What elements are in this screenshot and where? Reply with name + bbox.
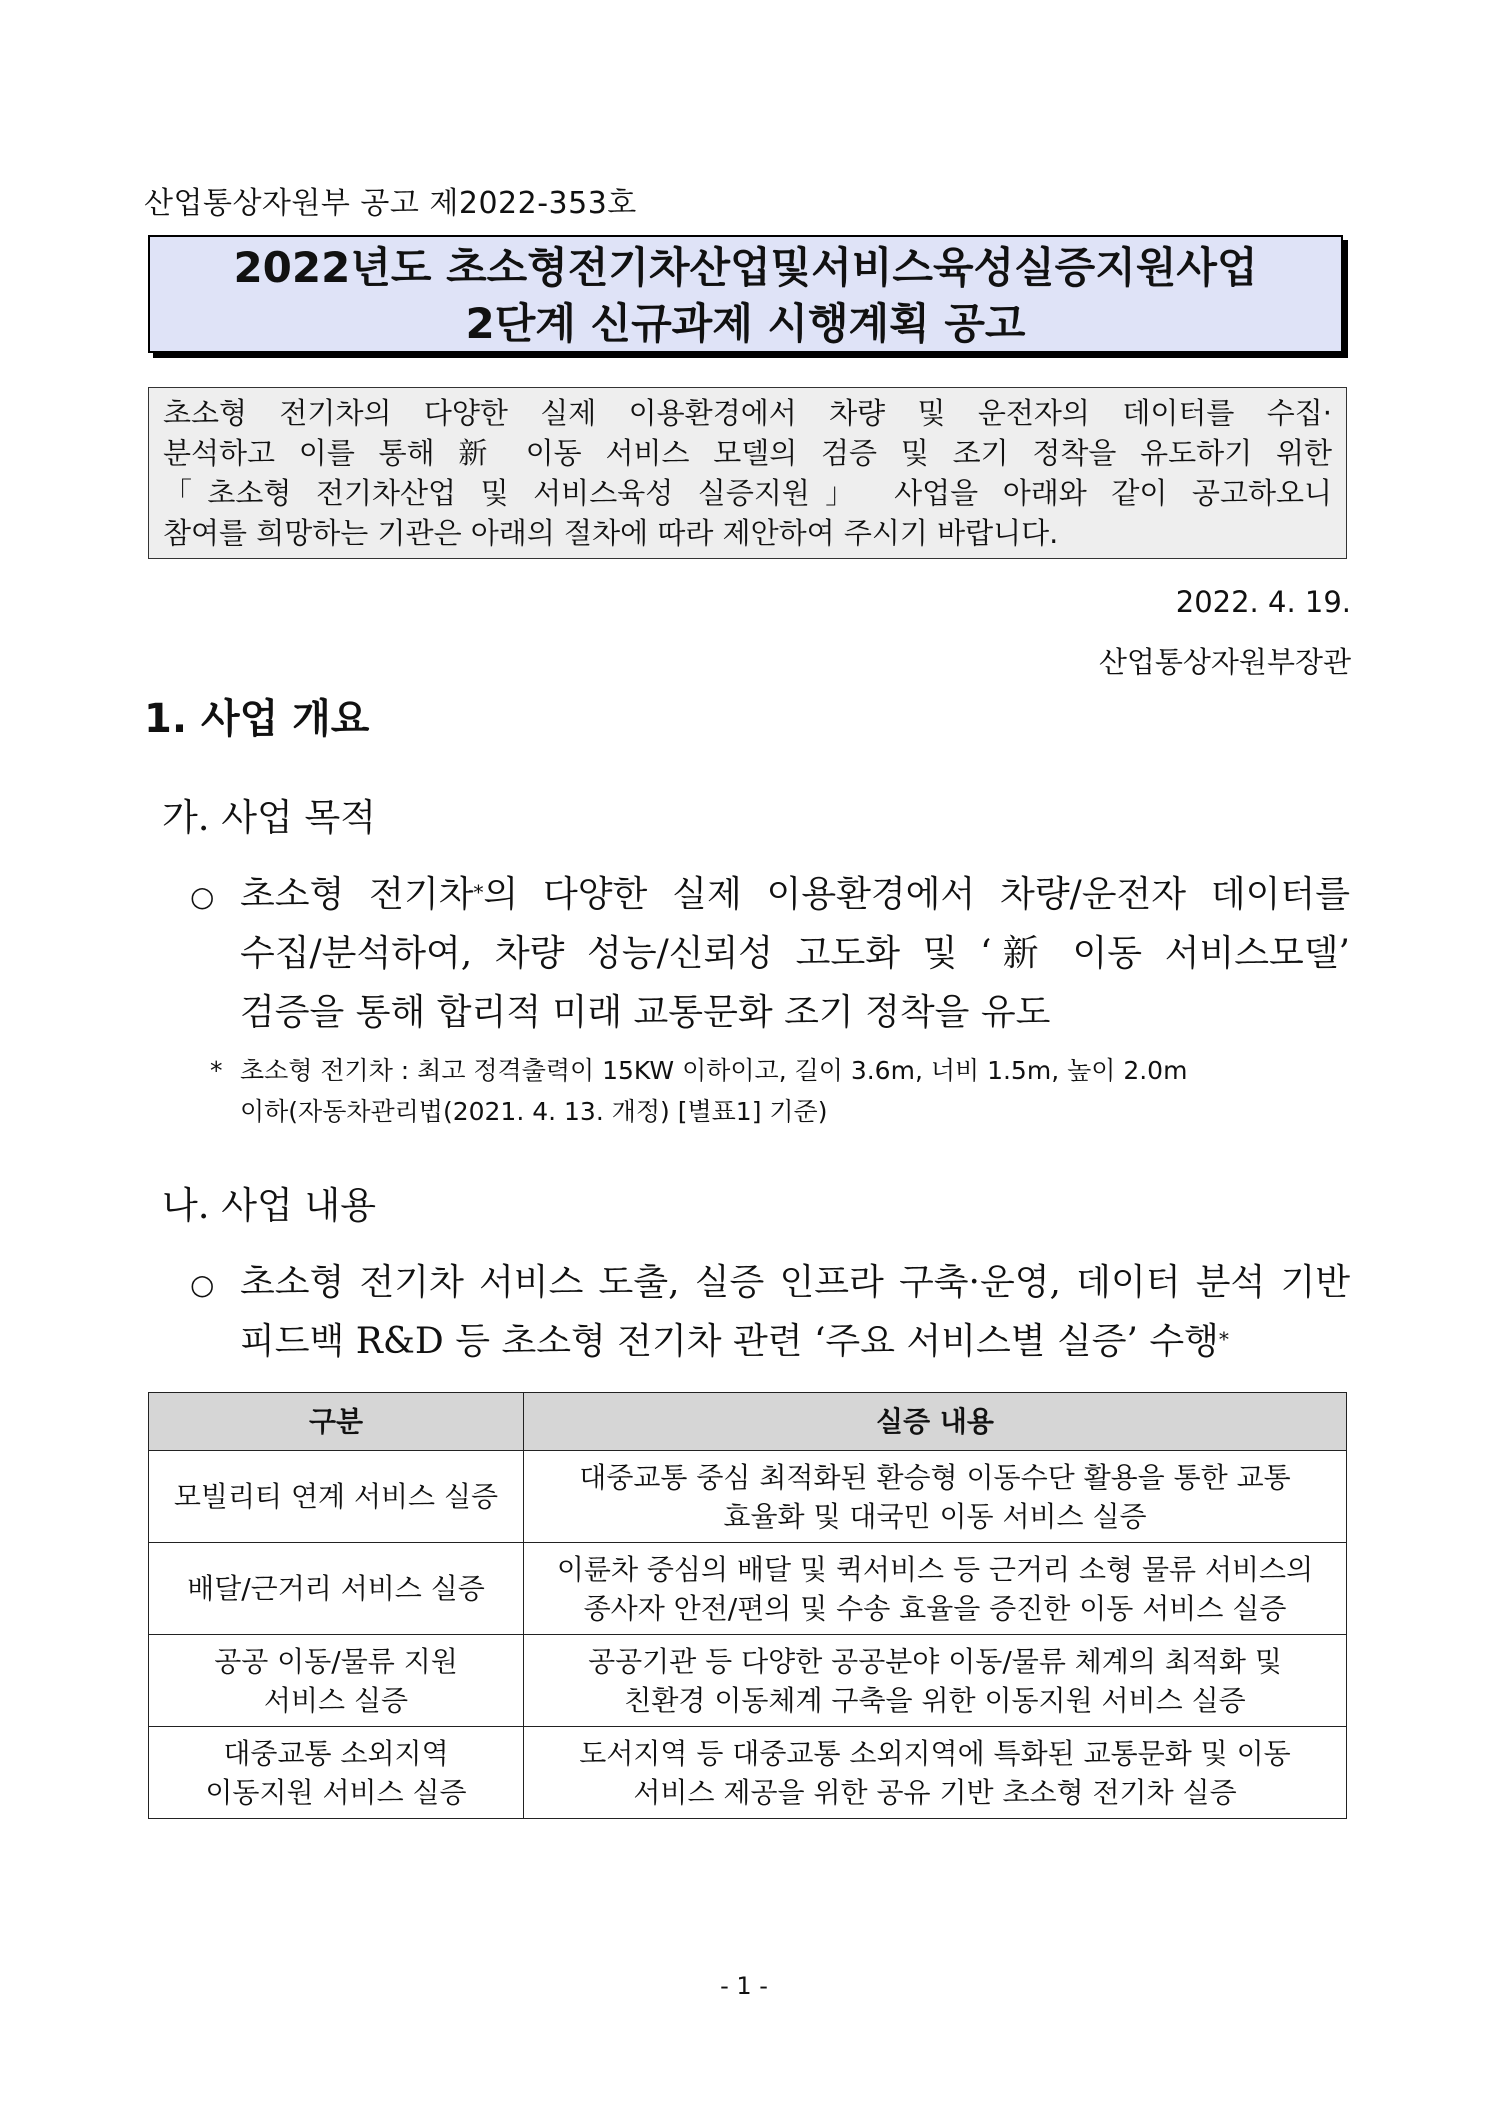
demonstration-table <box>148 1392 1347 1819</box>
purpose-text: 검증을 통해 합리적 미래 교통문화 조기 정착을 유도 <box>240 992 1051 1033</box>
footnote <box>210 1050 1350 1132</box>
subsection-heading-contents: 나. 사업 내용 <box>162 1184 376 1227</box>
contents-text: 초소형 전기차 서비스 도출, 실증 인프라 구축·운영, 데이터 분석 기반 <box>240 1262 1350 1303</box>
table-row <box>149 1543 1347 1635</box>
intro-line: 「초소형 전기차산업 및 서비스육성 실증지원」 사업을 아래와 같이 공고하오니 <box>163 476 1332 510</box>
table-header-row <box>149 1393 1347 1451</box>
table-cell-content: 대중교통 중심 최적화된 환승형 이동수단 활용을 통한 교통 효율화 및 대국민 이동 서비스 실증 <box>524 1451 1347 1543</box>
announcement-date: 2022. 4. 19. <box>1175 585 1351 619</box>
subsection-heading-purpose: 가. 사업 목적 <box>162 796 376 839</box>
bullet-circle-icon: ○ <box>190 1268 215 1301</box>
table-row <box>149 1727 1347 1819</box>
table-cell-category: 모빌리티 연계 서비스 실증 <box>149 1451 524 1543</box>
table-cell-category: 대중교통 소외지역 이동지원 서비스 실증 <box>149 1727 524 1819</box>
title-line-1: 2022년도 초소형전기차산업및서비스육성실증지원사업 <box>233 243 1258 292</box>
purpose-text: 초소형 전기차 <box>240 874 474 915</box>
table-header: 구분 <box>149 1393 524 1451</box>
footnote-mark: * <box>1218 1328 1229 1351</box>
table-row <box>149 1635 1347 1727</box>
footnote-mark: * <box>210 1056 223 1085</box>
table-cell-category: 공공 이동/물류 지원 서비스 실증 <box>149 1635 524 1727</box>
bullet-circle-icon: ○ <box>190 880 215 913</box>
purpose-text: 수집/분석하여, 차량 성능/신뢰성 고도화 및 ‘新 이동 서비스모델’ <box>240 933 1350 974</box>
contents-paragraph <box>240 1253 1350 1371</box>
table-cell-content: 이륜차 중심의 배달 및 퀵서비스 등 근거리 소형 물류 서비스의 종사자 안전/편의 및 수송 효율을 증진한 이동 서비스 실증 <box>524 1543 1347 1635</box>
intro-line: 분석하고 이를 통해 新 이동 서비스 모델의 검증 및 조기 정착을 유도하기 위한 <box>163 436 1332 470</box>
footnote-text: 이하(자동차관리법(2021. 4. 13. 개정) [별표1] 기준) <box>240 1097 828 1126</box>
issuer: 산업통상자원부장관 <box>1098 645 1351 679</box>
page-number: - 1 - <box>720 1972 768 2000</box>
title-line-2: 2단계 신규과제 시행계획 공고 <box>465 299 1026 348</box>
table-cell-category: 배달/근거리 서비스 실증 <box>149 1543 524 1635</box>
purpose-paragraph <box>240 865 1350 1042</box>
intro-box <box>148 387 1347 559</box>
document-title-box <box>148 235 1343 353</box>
footnote-text: 초소형 전기차 : 최고 정격출력이 15KW 이하이고, 길이 3.6m, 너비 1.5m, 높이 2.0m <box>240 1056 1188 1085</box>
table-header: 실증 내용 <box>524 1393 1347 1451</box>
intro-line: 참여를 희망하는 기관은 아래의 절차에 따라 제안하여 주시기 바랍니다. <box>163 516 1059 550</box>
footnote-mark: * <box>473 881 484 904</box>
section-heading: 1. 사업 개요 <box>144 696 370 742</box>
table-row <box>149 1451 1347 1543</box>
table-cell-content: 도서지역 등 대중교통 소외지역에 특화된 교통문화 및 이동 서비스 제공을 위한 공유 기반 초소형 전기차 실증 <box>524 1727 1347 1819</box>
purpose-text: 의 다양한 실제 이용환경에서 차량/운전자 데이터를 <box>483 874 1350 915</box>
notice-number: 산업통상자원부 공고 제2022-353호 <box>144 186 637 221</box>
contents-text: 피드백 R&D 등 초소형 전기차 관련 ‘주요 서비스별 실증’ 수행 <box>240 1321 1219 1362</box>
intro-line: 초소형 전기차의 다양한 실제 이용환경에서 차량 및 운전자의 데이터를 수집· <box>163 396 1332 430</box>
table-cell-content: 공공기관 등 다양한 공공분야 이동/물류 체계의 최적화 및 친환경 이동체계 구축을 위한 이동지원 서비스 실증 <box>524 1635 1347 1727</box>
